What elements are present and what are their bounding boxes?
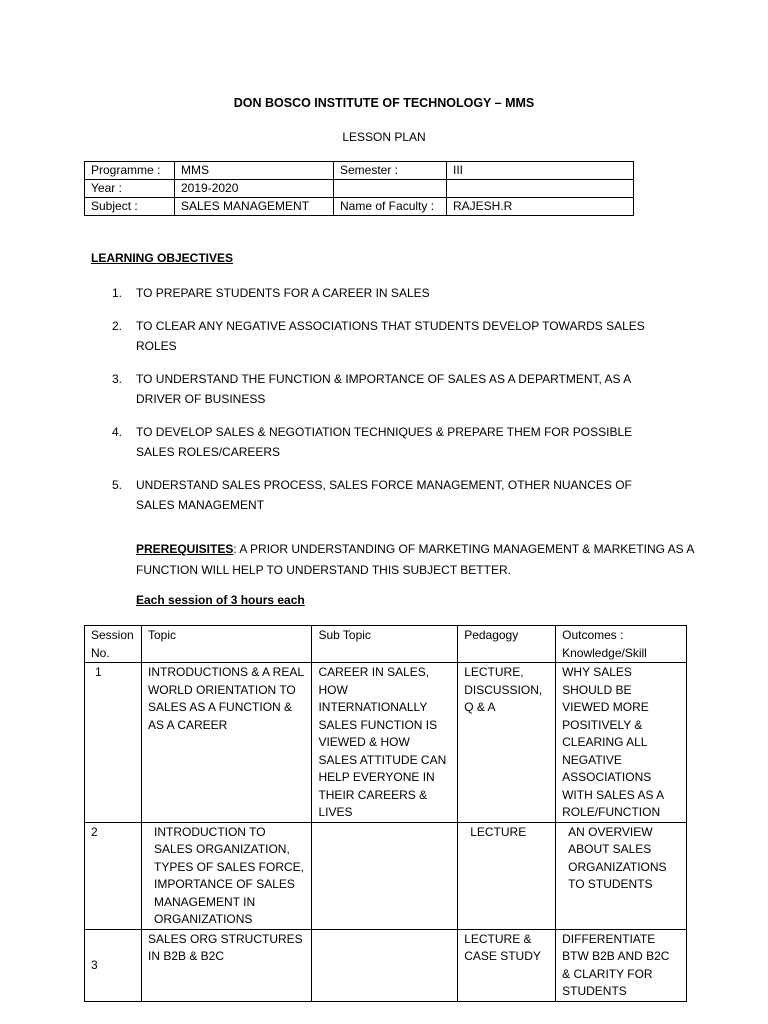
empty-cell	[447, 180, 634, 198]
course-info-table	[84, 161, 634, 216]
subject-label: Subject :	[85, 198, 175, 216]
table-row	[85, 822, 687, 929]
objective-text: UNDERSTAND SALES PROCESS, SALES FORCE MANAGEMENT, OTHER NUANCES OF SALES MANAGEMENT	[136, 478, 632, 512]
objective-item	[110, 475, 670, 515]
info-row-subject	[85, 198, 634, 216]
info-row-year	[85, 180, 634, 198]
prerequisites-text: : A PRIOR UNDERSTANDING OF MARKETING MANAGEMENT & MARKETING AS A FUNCTION WILL HELP TO UNDERSTAND THIS SUBJECT BETTER.	[136, 542, 694, 577]
subject-value: SALES MANAGEMENT	[175, 198, 334, 216]
session-cell: 1	[85, 663, 142, 823]
subtopic-cell	[312, 929, 458, 1001]
pedagogy-cell: LECTURE, DISCUSSION, Q & A	[458, 663, 556, 823]
document-title: DON BOSCO INSTITUTE OF TECHNOLOGY – MMS	[233, 96, 535, 110]
objective-number: 5.	[112, 478, 123, 492]
objective-item	[110, 316, 670, 356]
topic-cell: INTRODUCTIONS & A REAL WORLD ORIENTATION TO SALES AS A FUNCTION & AS A CAREER	[141, 663, 311, 823]
objective-item	[110, 369, 670, 409]
header-subtopic: Sub Topic	[312, 626, 458, 663]
header-pedagogy: Pedagogy	[458, 626, 556, 663]
outcomes-cell: DIFFERENTIATE BTW B2B AND B2C & CLARITY FOR STUDENTS	[556, 929, 687, 1001]
header-session: Session No.	[85, 626, 142, 663]
semester-value: III	[447, 162, 634, 180]
empty-cell	[334, 180, 447, 198]
year-value: 2019-2020	[175, 180, 334, 198]
objective-text: TO UNDERSTAND THE FUNCTION & IMPORTANCE OF SALES AS A DEPARTMENT, AS A DRIVER OF BUSINESS	[136, 372, 631, 406]
table-row	[85, 663, 687, 823]
table-row	[85, 929, 687, 1001]
info-row-programme	[85, 162, 634, 180]
pedagogy-cell: LECTURE & CASE STUDY	[458, 929, 556, 1001]
pedagogy-cell: LECTURE	[458, 822, 556, 929]
year-label: Year :	[85, 180, 175, 198]
objective-number: 4.	[112, 425, 123, 439]
objective-number: 1.	[112, 286, 123, 300]
prerequisites-paragraph	[136, 539, 696, 581]
objective-item	[110, 283, 670, 303]
header-outcomes: Outcomes : Knowledge/Skill	[556, 626, 687, 663]
semester-label: Semester :	[334, 162, 447, 180]
topic-cell: INTRODUCTION TO SALES ORGANIZATION, TYPES OF SALES FORCE, IMPORTANCE OF SALES MANAGEMENT IN ORGANIZATIONS	[141, 822, 311, 929]
subtopic-cell: CAREER IN SALES, HOW INTERNATIONALLY SALES FUNCTION IS VIEWED & HOW SALES ATTITUDE CAN HELP EVERYONE IN THEIR CAREERS & LIVES	[312, 663, 458, 823]
session-cell: 3	[85, 929, 142, 1001]
session-duration-note: Each session of 3 hours each	[136, 593, 305, 607]
table-header-row	[85, 626, 687, 663]
objective-text: TO CLEAR ANY NEGATIVE ASSOCIATIONS THAT STUDENTS DEVELOP TOWARDS SALES ROLES	[136, 319, 645, 353]
outcomes-cell: WHY SALES SHOULD BE VIEWED MORE POSITIVELY & CLEARING ALL NEGATIVE ASSOCIATIONS WITH SALES AS A ROLE/FUNCTION	[556, 663, 687, 823]
objective-text: TO PREPARE STUDENTS FOR A CAREER IN SALES	[136, 286, 430, 300]
session-cell: 2	[85, 822, 142, 929]
faculty-label: Name of Faculty :	[334, 198, 447, 216]
outcomes-cell: AN OVERVIEW ABOUT SALES ORGANIZATIONS TO STUDENTS	[556, 822, 687, 929]
header-topic: Topic	[141, 626, 311, 663]
document-subtitle: LESSON PLAN	[342, 130, 426, 144]
objective-number: 2.	[112, 319, 123, 333]
programme-label: Programme :	[85, 162, 175, 180]
objective-number: 3.	[112, 372, 123, 386]
objective-item	[110, 422, 670, 462]
faculty-value: RAJESH.R	[447, 198, 634, 216]
topic-cell: SALES ORG STRUCTURES IN B2B & B2C	[141, 929, 311, 1001]
prerequisites-label: PREREQUISITES	[136, 542, 234, 556]
objective-text: TO DEVELOP SALES & NEGOTIATION TECHNIQUES & PREPARE THEM FOR POSSIBLE SALES ROLES/CAREERS	[136, 425, 633, 459]
learning-objectives-heading: LEARNING OBJECTIVES	[91, 251, 234, 265]
programme-value: MMS	[175, 162, 334, 180]
subtopic-cell	[312, 822, 458, 929]
learning-objectives-list	[110, 283, 670, 528]
lesson-plan-table	[84, 625, 687, 1002]
